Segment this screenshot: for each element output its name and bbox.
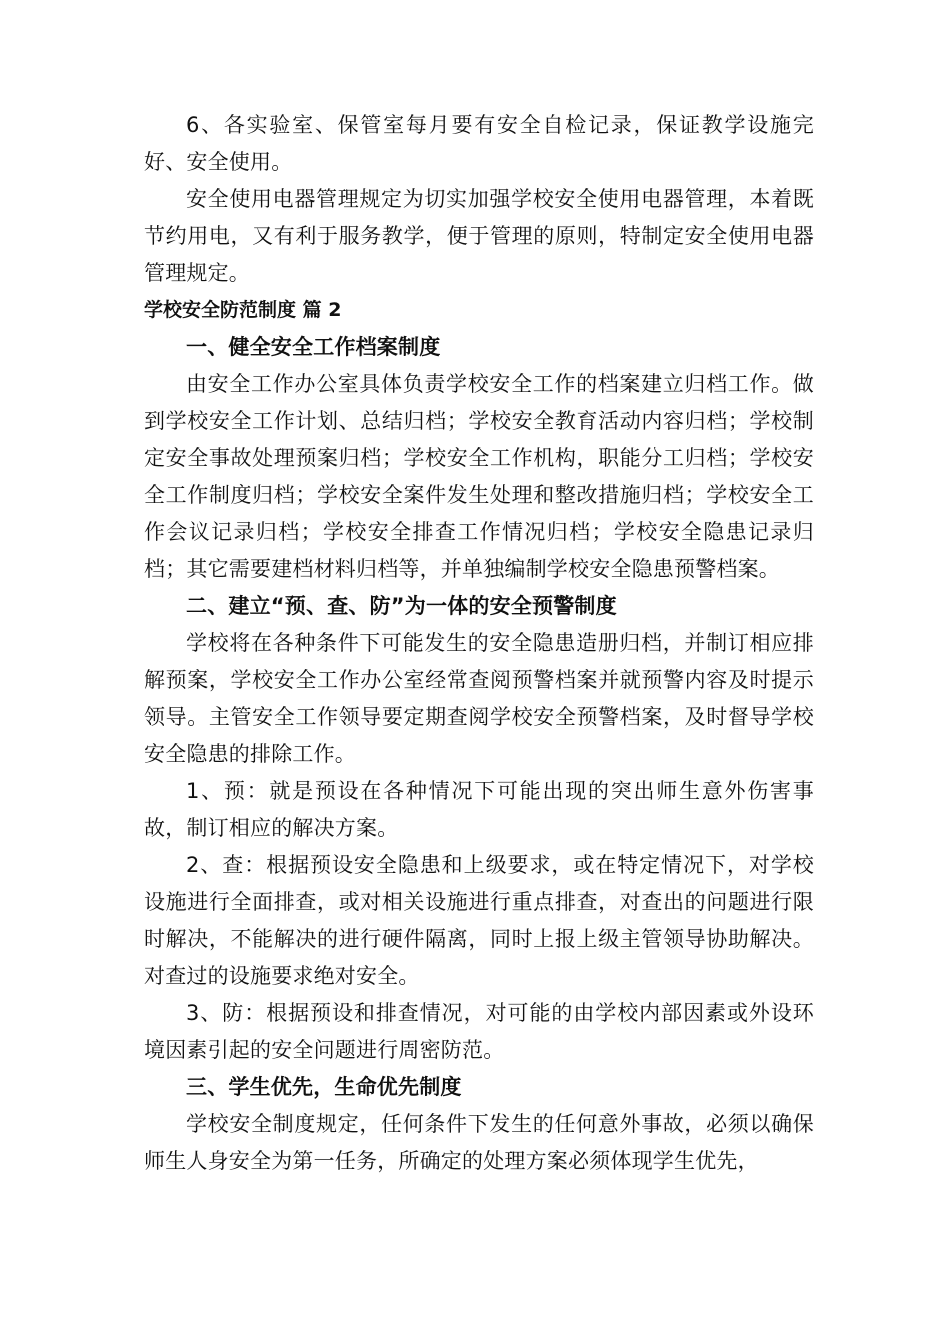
heading-archive-system: 一、健全安全工作档案制度 [186, 335, 441, 359]
paragraph-student-priority: 学校安全制度规定，任何条件下发生的任何意外事故，必须以确保师生人身安全为第一任务，所确定的处理方案必须体现学生优先， [144, 1112, 814, 1173]
paragraph-item-6: 6、各实验室、保管室每月要有安全自检记录，保证教学设施完好、安全使用。 [144, 113, 814, 174]
paragraph-check: 2、查：根据预设安全隐患和上级要求，或在特定情况下，对学校设施进行全面排查，或对相关设施进行重点排查，对查出的问题进行限时解决，不能解决的进行硬件隔离，同时上报上级主管领导协助解决。对查过的设施要求绝对安全。 [144, 853, 814, 988]
paragraph-electrical-rules: 安全使用电器管理规定为切实加强学校安全使用电器管理，本着既节约用电，又有利于服务教学，便于管理的原则，特制定安全使用电器管理规定。 [144, 187, 814, 285]
document-page [144, 107, 814, 1180]
heading-warning-system: 二、建立“预、查、防”为一体的安全预警制度 [186, 594, 617, 618]
paragraph-archive: 由安全工作办公室具体负责学校安全工作的档案建立归档工作。做到学校安全工作计划、总结归档；学校安全教育活动内容归档；学校制定安全事故处理预案归档；学校安全工作机构，职能分工归档；学校安全工作制度归档；学校安全案件发生处理和整改措施归档；学校安全工作会议记录归档；学校安全排查工作情况归档；学校安全隐患记录归档；其它需要建档材料归档等，并单独编制学校安全隐患预警档案。 [144, 372, 814, 581]
paragraph-warning: 学校将在各种条件下可能发生的安全隐患造册归档，并制订相应排解预案，学校安全工作办公室经常查阅预警档案并就预警内容及时提示领导。主管安全工作领导要定期查阅学校安全预警档案，及时督导学校安全隐患的排除工作。 [144, 631, 814, 766]
paragraph-prevent: 1、预：就是预设在各种情况下可能出现的突出师生意外伤害事故，制订相应的解决方案。 [144, 779, 814, 840]
paragraph-defend: 3、防：根据预设和排查情况，对可能的由学校内部因素或外设环境因素引起的安全问题进行周密防范。 [144, 1001, 814, 1062]
heading-student-priority: 三、学生优先，生命优先制度 [186, 1075, 462, 1099]
section-title: 学校安全防范制度 篇 2 [144, 299, 342, 321]
